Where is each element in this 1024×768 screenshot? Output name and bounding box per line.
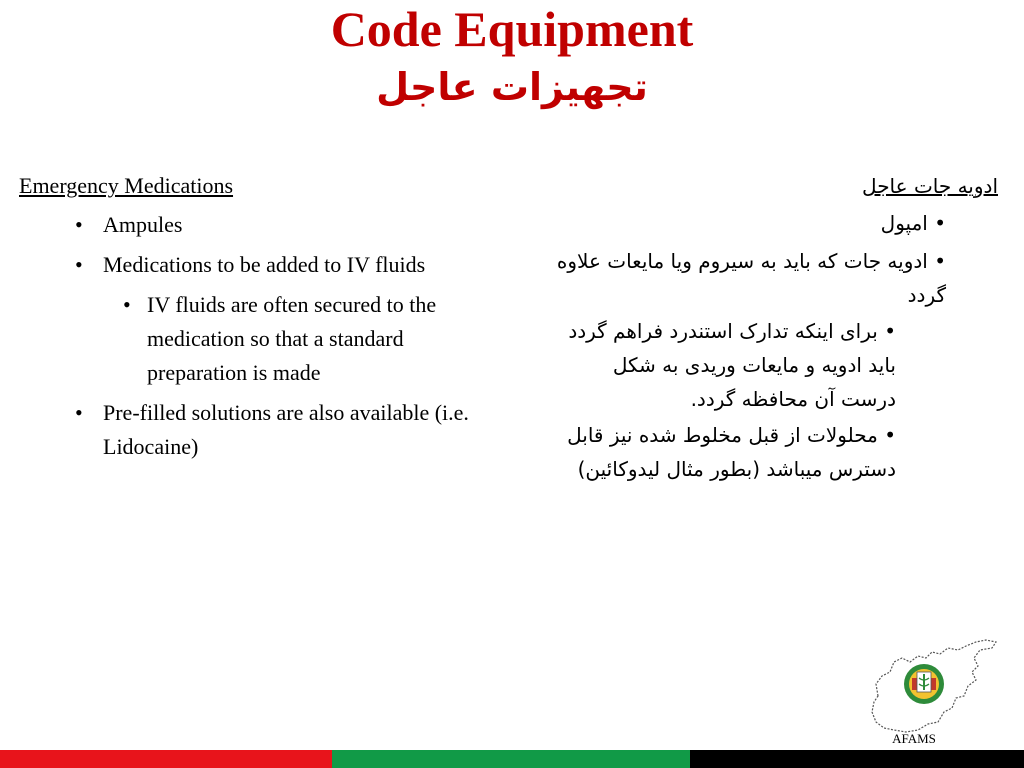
slide-title-persian: تجهیزات عاجل — [376, 65, 648, 109]
english-column — [19, 170, 489, 464]
afams-label: AFAMS — [892, 731, 936, 746]
english-bullet-item — [19, 396, 489, 464]
english-heading: Emergency Medications — [19, 173, 234, 198]
persian-sub-bullet-item: • محلولات از قبل مخلوط شده نیز قابل دسترس میباشد (بطور مثال لیدوکائین) — [567, 423, 896, 481]
english-bullet-list — [19, 208, 489, 464]
bottom-bar-black — [690, 750, 1024, 768]
bullet-icon: • — [75, 400, 83, 425]
slide-title-english: Code Equipment — [330, 1, 694, 57]
persian-heading: ادویه جات عاجل — [862, 174, 998, 198]
persian-bullet-item: • امپول — [880, 211, 946, 235]
persian-sub-bullet-item: • برای اینکه تدارک استندرد فراهم گردد باید ادویه و مایعات وریدی به شکل درست آن محافظه گردد. — [568, 319, 896, 411]
afams-logo-graphic — [868, 638, 1000, 738]
persian-column — [520, 170, 998, 486]
bullet-icon: • — [75, 212, 83, 237]
english-bullet-text: Pre-filled solutions are also available (i.e. Lidocaine) — [103, 400, 469, 459]
english-bullet-item — [19, 208, 489, 242]
bottom-bar-red — [0, 750, 332, 768]
bullet-icon: • — [75, 252, 83, 277]
bullet-icon: • — [123, 292, 131, 317]
bottom-bar-green — [332, 750, 690, 768]
english-bullet-text: Medications to be added to IV fluids — [103, 252, 426, 277]
persian-bullet-item: • ادویه جات که باید به سیروم ویا مایعات علاوه گردد — [556, 249, 946, 307]
afghanistan-map-icon — [868, 638, 1000, 738]
english-sub-bullet-item — [19, 288, 489, 390]
english-sub-bullet-text: IV fluids are often secured to the medication so that a standard preparation is made — [147, 292, 437, 385]
english-bullet-item — [19, 248, 489, 282]
english-bullet-text: Ampules — [103, 212, 183, 237]
